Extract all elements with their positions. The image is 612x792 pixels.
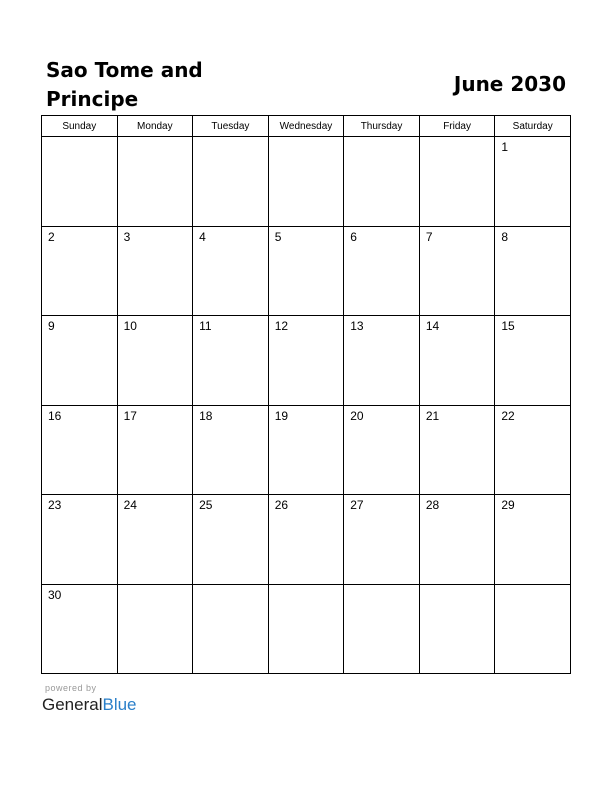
day-number: 27 xyxy=(350,498,364,512)
week-row xyxy=(42,316,571,406)
day-number: 2 xyxy=(48,229,55,244)
weekday-saturday: Saturday xyxy=(495,116,571,137)
month-year-title: June 2030 xyxy=(453,72,566,96)
day-number: 17 xyxy=(123,408,137,423)
day-number: 9 xyxy=(48,319,55,333)
day-number: 6 xyxy=(350,229,357,244)
powered-by-text: powered by xyxy=(45,683,97,693)
weekday-sunday: Sunday xyxy=(42,116,118,137)
day-cell xyxy=(268,137,344,227)
day-cell xyxy=(344,137,420,227)
day-number: 12 xyxy=(274,319,289,333)
day-number: 5 xyxy=(274,229,282,244)
generalblue-logo xyxy=(42,695,137,715)
day-number: 22 xyxy=(501,408,515,423)
day-cell xyxy=(495,316,571,406)
day-number xyxy=(344,585,419,588)
brand-general-text: General xyxy=(42,695,103,714)
weekday-thursday: Thursday xyxy=(344,116,420,137)
day-cell xyxy=(268,495,344,585)
country-title: Sao Tome and Principe xyxy=(46,58,203,111)
day-cell xyxy=(193,405,269,495)
day-number: 21 xyxy=(425,408,440,423)
calendar-grid xyxy=(41,115,571,674)
day-cell xyxy=(42,584,118,674)
day-cell xyxy=(117,316,193,406)
weekday-monday: Monday xyxy=(117,116,193,137)
day-cell xyxy=(117,584,193,674)
day-cell xyxy=(268,316,344,406)
day-number: 4 xyxy=(199,229,206,244)
weekday-tuesday: Tuesday xyxy=(193,116,269,137)
day-number xyxy=(42,137,117,140)
day-cell xyxy=(268,405,344,495)
day-number: 13 xyxy=(350,319,364,333)
day-number: 26 xyxy=(274,498,289,512)
day-cell xyxy=(495,405,571,495)
day-number xyxy=(495,585,570,588)
day-number: 16 xyxy=(48,408,62,423)
week-row xyxy=(42,405,571,495)
day-cell xyxy=(344,584,420,674)
day-number: 15 xyxy=(501,319,515,333)
day-cell xyxy=(42,316,118,406)
day-cell xyxy=(193,495,269,585)
footer-branding xyxy=(42,683,137,715)
weekday-friday: Friday xyxy=(419,116,495,137)
day-number xyxy=(420,137,495,140)
day-cell xyxy=(42,226,118,316)
day-cell xyxy=(344,316,420,406)
day-number: 24 xyxy=(123,498,137,512)
weekday-header-row xyxy=(42,116,571,137)
day-number: 19 xyxy=(274,408,289,423)
day-cell xyxy=(419,316,495,406)
day-cell xyxy=(495,584,571,674)
day-number xyxy=(269,137,344,140)
week-row xyxy=(42,584,571,674)
day-cell xyxy=(42,405,118,495)
day-number xyxy=(344,137,419,140)
day-cell xyxy=(193,584,269,674)
day-number xyxy=(420,585,495,588)
day-number: 23 xyxy=(48,498,62,512)
day-cell xyxy=(117,495,193,585)
day-number: 7 xyxy=(425,229,433,244)
day-number: 20 xyxy=(350,408,364,423)
day-number xyxy=(269,585,344,588)
day-cell xyxy=(344,226,420,316)
day-cell xyxy=(419,226,495,316)
day-cell xyxy=(117,226,193,316)
day-number xyxy=(193,137,268,140)
day-number: 8 xyxy=(501,229,509,244)
day-cell xyxy=(193,137,269,227)
day-cell xyxy=(268,226,344,316)
calendar-weeks xyxy=(42,137,571,674)
week-row xyxy=(42,495,571,585)
day-number: 18 xyxy=(199,408,213,423)
day-cell xyxy=(268,584,344,674)
day-cell xyxy=(42,137,118,227)
day-cell xyxy=(117,137,193,227)
day-cell xyxy=(419,405,495,495)
day-cell xyxy=(344,495,420,585)
weekday-wednesday: Wednesday xyxy=(268,116,344,137)
day-number: 10 xyxy=(123,319,137,333)
day-number xyxy=(193,585,268,588)
day-cell xyxy=(344,405,420,495)
day-cell xyxy=(419,495,495,585)
day-number xyxy=(118,137,193,140)
week-row xyxy=(42,137,571,227)
brand-blue-text: Blue xyxy=(102,695,137,714)
day-number: 11 xyxy=(199,319,212,333)
day-number: 30 xyxy=(48,587,62,602)
day-cell xyxy=(42,495,118,585)
day-number: 14 xyxy=(425,319,440,333)
day-number: 3 xyxy=(123,229,131,244)
day-cell xyxy=(495,137,571,227)
day-number: 29 xyxy=(501,498,515,512)
day-cell xyxy=(193,316,269,406)
day-cell xyxy=(419,584,495,674)
day-number: 28 xyxy=(425,498,440,512)
day-cell xyxy=(419,137,495,227)
day-cell xyxy=(193,226,269,316)
day-cell xyxy=(117,405,193,495)
week-row xyxy=(42,226,571,316)
day-number: 25 xyxy=(199,498,213,512)
day-cell xyxy=(495,495,571,585)
day-number: 1 xyxy=(501,140,509,154)
day-cell xyxy=(495,226,571,316)
day-number xyxy=(118,585,193,588)
